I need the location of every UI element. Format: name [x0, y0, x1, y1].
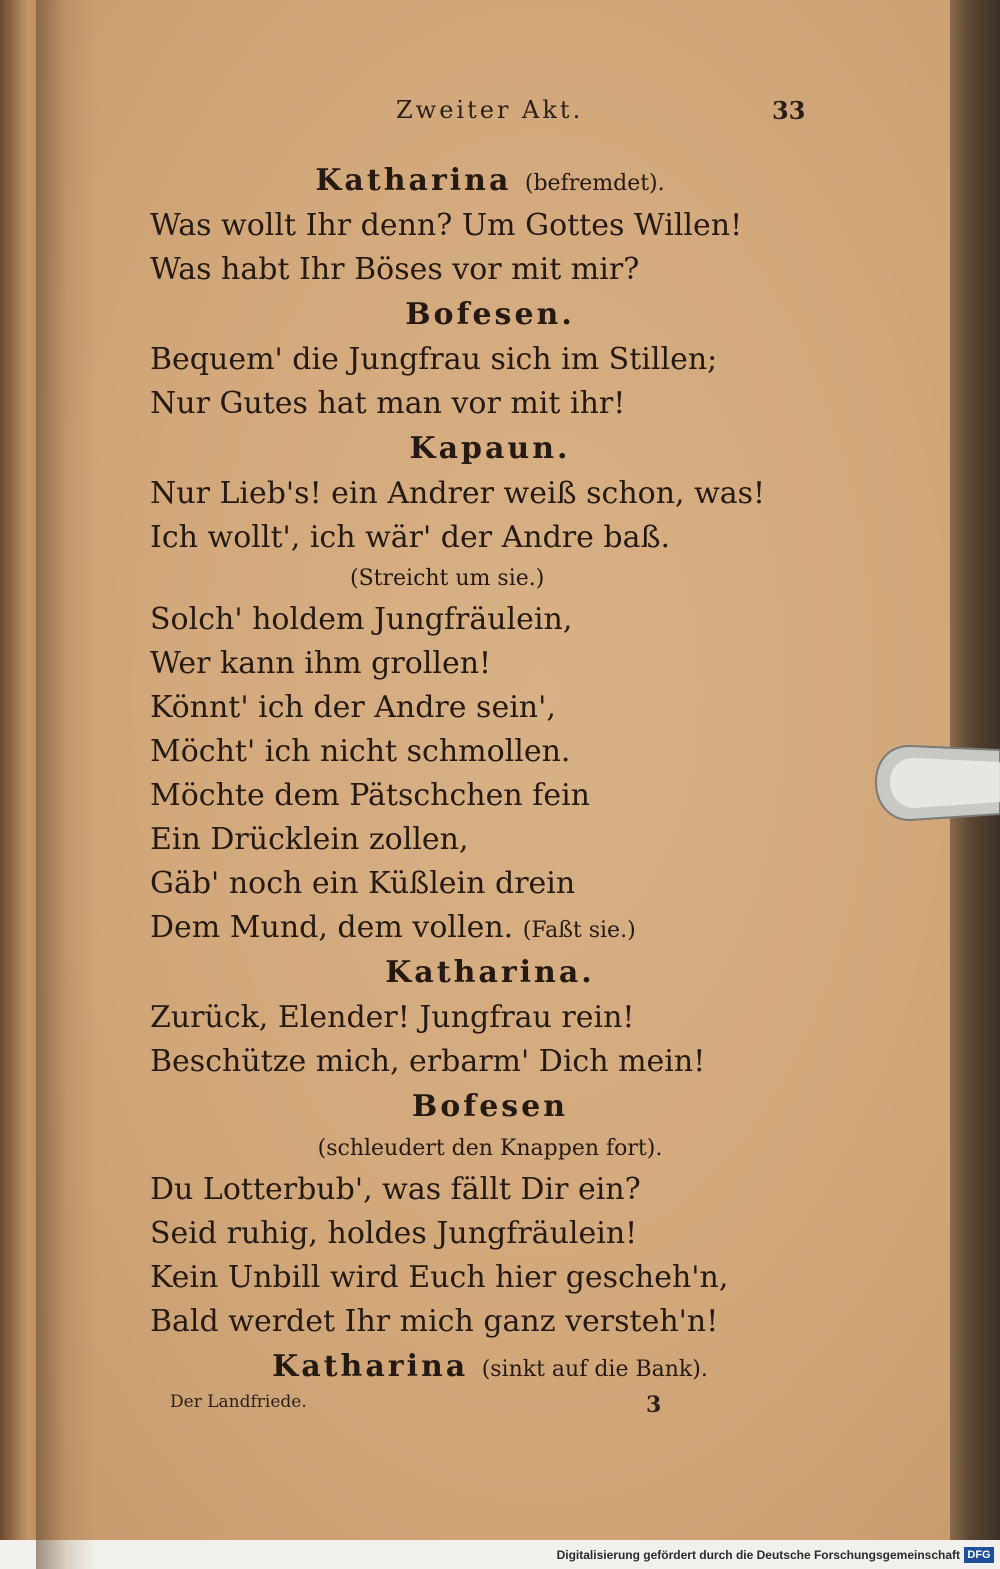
- verse-line: Bequem' die Jungfrau sich im Stillen;: [150, 342, 718, 377]
- verse-line: Bald werdet Ihr mich ganz versteh'n!: [150, 1304, 719, 1339]
- funding-credit: Digitalisierung gefördert durch die Deutsche Forschungsgemeinschaft: [556, 1548, 960, 1562]
- verse-line: [150, 906, 830, 950]
- verse-line: Gäb' noch ein Küßlein drein: [150, 866, 576, 901]
- signature-number: 3: [646, 1392, 662, 1418]
- speaker-heading: Kapaun.: [409, 431, 571, 466]
- verse-text: Dem Mund, dem vollen.: [150, 910, 514, 945]
- verse-line: Ich wollt', ich wär' der Andre baß.: [150, 520, 671, 555]
- speaker-heading: Bofesen.: [405, 297, 575, 332]
- stage-direction: (schleudert den Knappen fort).: [317, 1136, 663, 1161]
- verse-line: Könnt' ich der Andre sein',: [150, 690, 556, 725]
- verse-line: Zurück, Elender! Jungfrau rein!: [150, 1000, 635, 1035]
- page-header: [36, 96, 954, 136]
- verse-line: Nur Lieb's! ein Andrer weiß schon, was!: [150, 476, 766, 511]
- speaker-name: Katharina: [272, 1349, 469, 1384]
- verse-line: Was habt Ihr Böses vor mit mir?: [150, 252, 640, 287]
- verse-line: Ein Drücklein zollen,: [150, 822, 469, 857]
- dfg-logo: DFG: [964, 1547, 994, 1563]
- speaker-heading: Katharina.: [385, 955, 595, 990]
- verse-line: Möchte dem Pätschchen fein: [150, 778, 590, 813]
- play-text: [150, 158, 830, 1390]
- signature-row: [170, 1392, 690, 1422]
- stage-direction: (Streicht um sie.): [350, 566, 545, 591]
- signature-label: Der Landfriede.: [170, 1392, 307, 1412]
- page-number: 33: [772, 96, 806, 125]
- binding-shadow: [36, 0, 96, 1569]
- speaker-heading: [150, 1344, 830, 1390]
- stage-direction: (Faßt sie.): [522, 918, 636, 943]
- page-holder-clip-icon: [870, 722, 1000, 842]
- left-page-edge: [0, 0, 38, 1569]
- stage-direction: (befremdet).: [524, 171, 665, 196]
- speaker-name: Katharina: [315, 163, 512, 198]
- verse-line: Solch' holdem Jungfräulein,: [150, 602, 573, 637]
- verse-line: Was wollt Ihr denn? Um Gottes Willen!: [150, 208, 743, 243]
- speaker-heading: [150, 158, 830, 204]
- verse-line: Kein Unbill wird Euch hier gescheh'n,: [150, 1260, 729, 1295]
- verse-line: Nur Gutes hat man vor mit ihr!: [150, 386, 626, 421]
- verse-line: Möcht' ich nicht schmollen.: [150, 734, 571, 769]
- verse-line: Wer kann ihm grollen!: [150, 646, 492, 681]
- speaker-heading: Bofesen: [411, 1089, 569, 1124]
- verse-line: Beschütze mich, erbarm' Dich mein!: [150, 1044, 706, 1079]
- verse-line: Seid ruhig, holdes Jungfräulein!: [150, 1216, 638, 1251]
- stage-direction: (sinkt auf die Bank).: [481, 1357, 708, 1382]
- verse-line: Du Lotterbub', was fällt Dir ein?: [150, 1172, 641, 1207]
- running-title: Zweiter Akt.: [396, 96, 584, 124]
